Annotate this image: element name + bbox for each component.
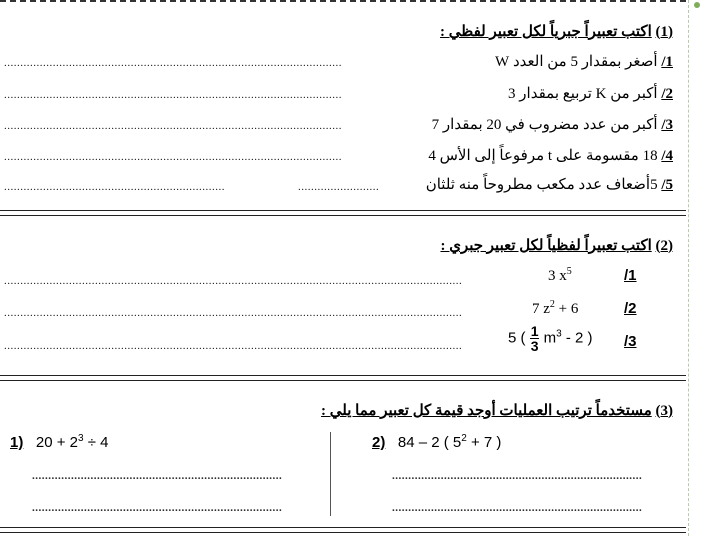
section1-title: اكتب تعبيراً جبرياً لكل تعبير لفظي : [440, 24, 652, 40]
section1-heading [440, 22, 673, 41]
s1-answer-line-2[interactable] [4, 89, 342, 101]
section3-title: مستخدماً ترتيب العمليات أوجد قيمة كل تعبير مما يلي : [321, 403, 652, 419]
page-side-border [688, 0, 701, 536]
s2-expr-2 [532, 299, 578, 318]
s3-problem-rest: ÷ 4 [83, 434, 109, 451]
s2-item-number-1: /1 [624, 267, 637, 284]
corner-dot-icon [694, 2, 700, 8]
s3-problem-exp: 2 [461, 433, 467, 444]
s3-problem-number: 1) [10, 434, 24, 451]
s3-problem-exp: 3 [77, 433, 84, 444]
s2-expr-3 [508, 324, 593, 353]
s1-item-number: 1/ [661, 54, 673, 70]
s2-expr-coef: 7 z [532, 301, 550, 317]
s1-item-1 [495, 52, 673, 71]
s1-item-number: 5/ [661, 177, 673, 193]
s3-problem-base: 20 + 2 [35, 434, 78, 451]
s2-answer-line-1[interactable] [4, 275, 462, 287]
s2-item-number-3: /3 [624, 333, 637, 350]
s2-expr-coef: 3 x [548, 268, 567, 284]
s1-item-text: أصغر بمقدار 5 من العدد W [495, 54, 658, 70]
s1-item-2 [508, 84, 673, 103]
s3-problem-number: 2) [372, 434, 386, 451]
s3-problem-2 [372, 433, 501, 451]
s3-answer-line-2a[interactable] [392, 470, 642, 482]
section-separator [0, 527, 686, 533]
s1-answer-line-1[interactable] [4, 57, 342, 69]
s1-item-3 [432, 115, 673, 134]
s1-answer-line-4[interactable] [4, 151, 342, 163]
fraction-one-third [530, 324, 540, 353]
s2-expr-exp: 2 [549, 299, 555, 310]
s3-problem-1 [10, 433, 108, 451]
section3-heading [321, 401, 673, 420]
s1-item-number: 4/ [661, 148, 673, 164]
s2-expr-exp: 5 [566, 266, 572, 277]
s1-item-text: أكبر من K تربيع بمقدار 3 [508, 86, 658, 102]
s2-expr-rest: - 2 ) [561, 329, 593, 347]
section2-number: (2) [655, 238, 673, 254]
section-separator [0, 210, 686, 216]
fraction-denominator: 3 [530, 338, 539, 354]
s1-item-5 [426, 175, 673, 194]
s3-answer-line-1a[interactable] [32, 470, 282, 482]
s1-item-number: 2/ [661, 86, 673, 102]
s2-expr-exp: 3 [556, 328, 562, 340]
top-dashed-border [0, 0, 686, 6]
section2-heading [440, 236, 673, 255]
s2-answer-line-2[interactable] [4, 307, 462, 319]
section3-number: (3) [655, 403, 673, 419]
s3-problem-rest: + 7 ) [466, 434, 502, 451]
s3-problem-base: 84 – 2 ( 5 [397, 434, 462, 451]
s1-answer-line-5a[interactable] [4, 181, 224, 193]
s2-expr-var: m [539, 329, 557, 347]
section-separator [0, 375, 686, 381]
column-divider [330, 432, 331, 516]
s1-item-4 [428, 146, 673, 165]
s1-answer-line-5b[interactable] [298, 181, 380, 193]
s2-expr-1 [548, 266, 572, 285]
s2-answer-line-3[interactable] [4, 340, 462, 352]
s1-answer-line-3[interactable] [4, 120, 342, 132]
section1-number: (1) [655, 24, 673, 40]
s3-answer-line-2b[interactable] [392, 502, 642, 514]
section2-title: اكتب تعبيراً لفظياً لكل تعبير جبري : [440, 238, 652, 254]
s1-item-text: 5أضعاف عدد مكعب مطروحاً منه ثلثان [425, 177, 658, 193]
s2-expr-rest: + 6 [554, 301, 579, 317]
s2-item-number-2: /2 [624, 300, 637, 317]
s3-answer-line-1b[interactable] [32, 502, 282, 514]
s2-expr-pre: 5 ( [508, 329, 526, 347]
s1-item-text: أكبر من عدد مضروب في 20 بمقدار 7 [431, 117, 658, 133]
s1-item-number: 3/ [661, 117, 673, 133]
fraction-numerator: 1 [530, 323, 539, 339]
s1-item-text: 18 مقسومة على t مرفوعاً إلى الأس 4 [428, 148, 658, 164]
